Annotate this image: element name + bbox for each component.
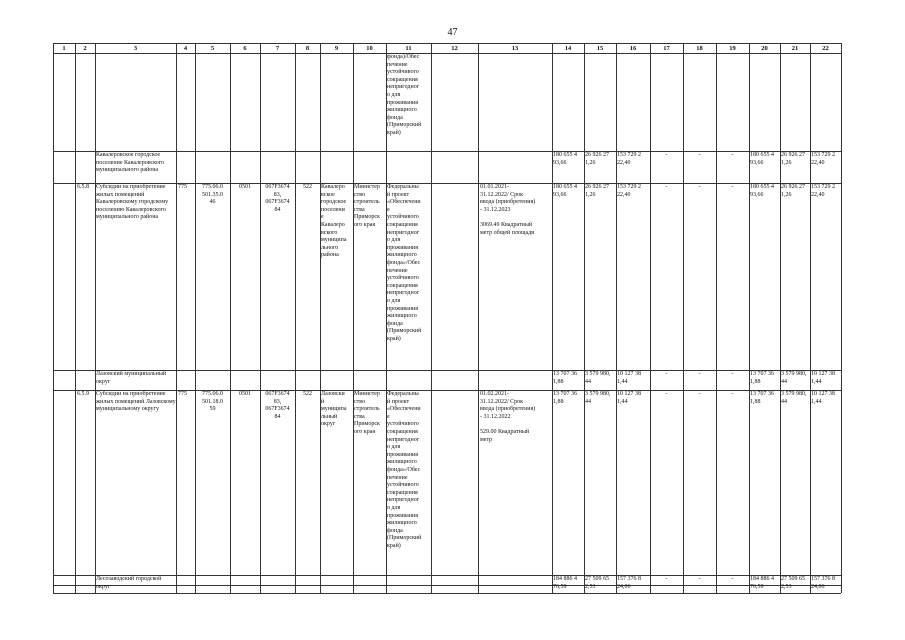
row-658-c9: Кавалеро вское городское поселени е Кавалеро вского муниципа льного района <box>321 184 347 259</box>
header-col-7: 7 <box>275 45 280 52</box>
row-659-c9: Лазовски й муниципа льный округ <box>321 391 347 428</box>
group2-c20: 13 707 36 1,88 <box>750 371 774 385</box>
row-659-c7: 067F3674 83, 067F3674 84 <box>265 391 290 420</box>
header-col-21: 21 <box>791 45 799 52</box>
row-658-c15: 26 926 27 1,26 <box>585 184 609 198</box>
group2-c14: 13 707 36 1,88 <box>553 371 577 385</box>
row-659-c4: 775 <box>178 391 187 397</box>
header-col-4: 4 <box>183 45 188 52</box>
group1-c17: - <box>665 152 668 158</box>
row-658-name: Субсидии на приобретение жилых помещений Кавалеровскому городскому поселению Кавалеровского муниципального района <box>96 184 169 221</box>
row-658-c19: - <box>731 184 734 190</box>
row-658-c10: Министер ство строитель ства Приморск ого края <box>354 184 380 228</box>
header-col-11: 11 <box>405 45 412 52</box>
header-col-12: 12 <box>451 45 458 52</box>
header-col-1: 1 <box>62 45 66 52</box>
row-659-c14: 13 707 36 1,88 <box>553 391 577 405</box>
group2-c18: - <box>698 371 701 377</box>
row-659-c17: - <box>665 391 668 397</box>
row-659-c15: 3 579 980, 44 <box>585 391 611 405</box>
row-658-c13: 01.01.2021- 31.12.2022/ Срок ввода (приобретения) - 31.12.2023 3069.49 Квадратный метр общей площади <box>480 184 536 236</box>
group3-c22: 157 376 8 24,06 <box>811 576 835 590</box>
group1-c19: - <box>731 152 734 158</box>
row-658-c16: 153 729 2 22,40 <box>617 184 641 198</box>
group2-c16: 10 127 38 1,44 <box>617 371 641 385</box>
row-659-c21: 3 579 980, 44 <box>781 391 807 405</box>
group3-c20: 184 886 4 76,59 <box>750 576 774 590</box>
row-658-c7: 067F3674 83, 067F3674 84 <box>265 184 290 213</box>
row-658-c5: 775.06.0 501.35.0 46 <box>202 184 223 206</box>
group2-c21: 3 579 980, 44 <box>781 371 807 385</box>
group2-name: Лазовский муниципальный округ <box>96 371 167 385</box>
header-col-3: 3 <box>133 45 138 52</box>
row-659-c8: 522 <box>303 391 312 397</box>
header-col-17: 17 <box>663 45 670 52</box>
row-659-number: 6.5.9 <box>77 391 89 397</box>
continuation-goal-cell: фонда)/Обес печение устойчивого сокращения непригодног о для проживания жилищного фонда (Приморский край) <box>387 54 422 136</box>
group1-c21: 26 926 27 1,26 <box>781 152 805 166</box>
row-659-c18: - <box>698 391 701 397</box>
header-col-18: 18 <box>696 45 703 52</box>
row-658-c4: 775 <box>178 184 187 190</box>
group3-c21: 27 509 65 2,53 <box>781 576 805 590</box>
header-col-9: 9 <box>334 45 339 52</box>
row-659-c22: 10 127 38 1,44 <box>811 391 835 405</box>
row-659-c11: Федеральны й проект «Обеспечени е устойчивого сокращения непригодног о для проживания жилищного фонда»/Обес печение устойчивого сокращения непригодног о для проживания жилищного фонда (Приморский край) <box>387 391 422 549</box>
group2-c19: - <box>731 371 734 377</box>
group3-c17: - <box>665 576 668 582</box>
group1-c14: 180 655 4 93,66 <box>553 152 577 166</box>
group3-c15: 27 509 65 2,53 <box>585 576 609 590</box>
row-658-c14: 180 655 4 93,66 <box>553 184 577 198</box>
header-col-5: 5 <box>210 45 215 52</box>
row-658-c6: 0501 <box>239 184 251 190</box>
group1-c20: 180 655 4 93,66 <box>750 152 774 166</box>
group2-c15: 3 579 980, 44 <box>585 371 611 385</box>
group1-c22: 153 729 2 22,40 <box>811 152 835 166</box>
row-658-c8: 522 <box>303 184 312 190</box>
group3-c14: 184 886 4 76,59 <box>553 576 577 590</box>
row-658-c21: 26 926 27 1,26 <box>781 184 805 198</box>
row-659-c6: 0501 <box>239 391 251 397</box>
row-659-c5: 775.06.0 501.18.0 59 <box>202 391 223 413</box>
row-659-c20: 13 707 36 1,88 <box>750 391 774 405</box>
header-col-16: 16 <box>629 45 637 52</box>
group2-c22: 10 127 38 1,44 <box>811 371 835 385</box>
group1-c15: 26 926 27 1,26 <box>585 152 609 166</box>
group1-c16: 153 729 2 22,40 <box>617 152 641 166</box>
row-658-c20: 180 655 4 93,66 <box>750 184 774 198</box>
row-659-c13: 01.02.2021- 31.12.2022/ Срок ввода (приобретения) - 31.12.2022 529.00 Квадратный метр <box>480 391 536 443</box>
row-658-number: 6.5.8 <box>77 184 89 190</box>
header-col-19: 19 <box>729 45 736 52</box>
row-659-c19: - <box>731 391 734 397</box>
row-658-c17: - <box>665 184 668 190</box>
row-658-c18: - <box>698 184 701 190</box>
header-col-20: 20 <box>761 45 768 52</box>
header-col-13: 13 <box>511 45 519 52</box>
header-col-8: 8 <box>305 45 310 52</box>
group3-c19: - <box>731 576 734 582</box>
row-658-c22: 153 729 2 22,40 <box>811 184 835 198</box>
group1-name: Кавалеровское городское поселение Кавалеровского муниципального района <box>96 152 165 174</box>
row-659-c10: Министер ство строитель ства Приморск ого края <box>354 391 380 435</box>
header-col-14: 14 <box>564 45 572 52</box>
header-col-10: 10 <box>366 45 373 52</box>
header-col-6: 6 <box>243 45 247 52</box>
row-659-c16: 10 127 38 1,44 <box>617 391 641 405</box>
group3-c16: 157 376 8 24,06 <box>617 576 641 590</box>
header-col-22: 22 <box>822 45 829 52</box>
group1-c18: - <box>698 152 701 158</box>
row-658-c11: Федеральны й проект «Обеспечени е устойчивого сокращения непригодног о для проживания жилищного фонда»/Обес печение устойчивого сокращения непригодног о для проживания жилищного фонда (Приморский край) <box>387 184 422 342</box>
group3-c18: - <box>698 576 701 582</box>
header-col-15: 15 <box>596 45 604 52</box>
group2-c17: - <box>665 371 668 377</box>
row-659-name: Субсидии на приобретение жилых помещений Лазовскому муниципальному округу <box>96 391 176 413</box>
page-number: 47 <box>447 27 458 38</box>
header-col-2: 2 <box>83 45 87 52</box>
group3-name: Лесозаводский городской округ <box>96 576 162 590</box>
